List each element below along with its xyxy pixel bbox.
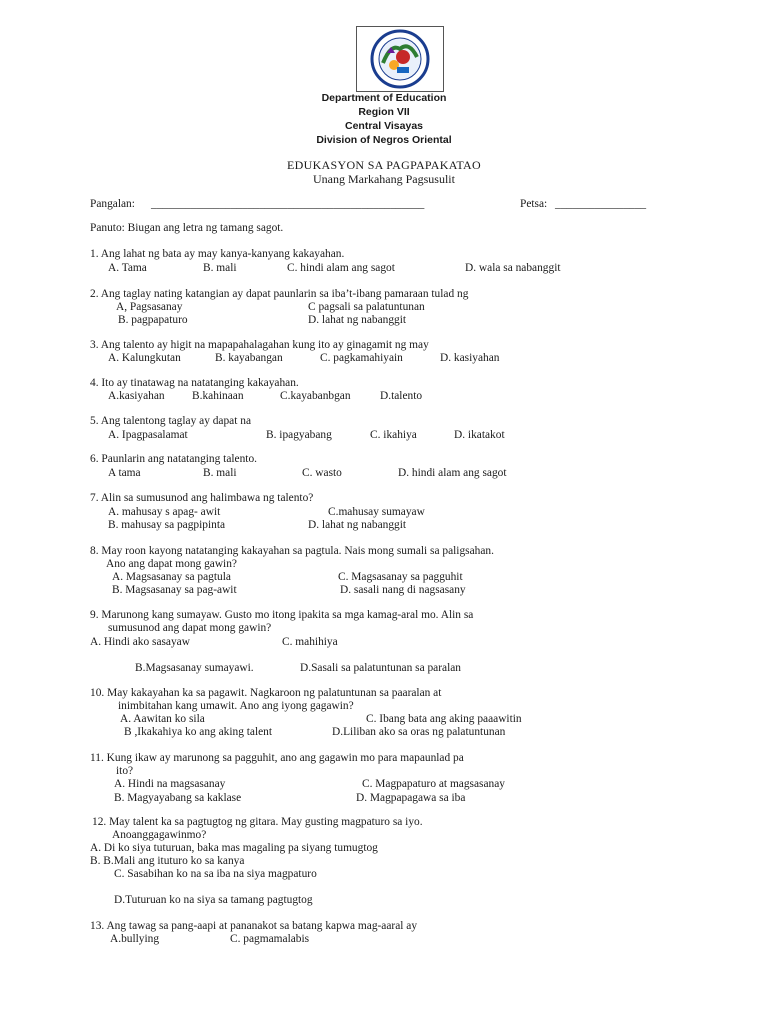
q7-choice-a[interactable]: A. mahusay s apag- awit [108, 506, 221, 518]
date-blank[interactable]: ________________ [555, 198, 647, 210]
header-division: Division of Negros Oriental [316, 134, 452, 146]
question-11-line-2: ito? [116, 765, 134, 777]
question-8-line-2: Ano ang dapat mong gawin? [106, 558, 237, 570]
q3-choice-d[interactable]: D. kasiyahan [440, 352, 500, 364]
q1-choice-c[interactable]: C. hindi alam ang sagot [287, 262, 395, 274]
name-label: Pangalan: [90, 198, 135, 210]
q10-choice-a[interactable]: A. Aawitan ko sila [120, 713, 205, 725]
q5-choice-a[interactable]: A. Ipagpasalamat [108, 429, 188, 441]
question-11: 11. Kung ikaw ay marunong sa pagguhit, ano ang gagawin mo para mapaunlad pa [90, 752, 464, 764]
q1-choice-b[interactable]: B. mali [203, 262, 237, 274]
q9-choice-c[interactable]: C. mahihiya [282, 636, 338, 648]
logo-frame [356, 26, 444, 92]
date-label: Petsa: [520, 198, 548, 210]
header-department: Department of Education [321, 92, 447, 104]
directions: Panuto: Biugan ang letra ng tamang sagot. [90, 222, 284, 234]
q9-choice-a[interactable]: A. Hindi ako sasayaw [90, 636, 190, 648]
q9-choice-b[interactable]: B.Magsasanay sumayawi. [135, 662, 254, 674]
q6-choice-d[interactable]: D. hindi alam ang sagot [398, 467, 507, 479]
q3-choice-c[interactable]: C. pagkamahiyain [320, 352, 403, 364]
q12-choice-c[interactable]: C. Sasabihan ko na sa iba na siya magpaturo [114, 868, 317, 880]
q7-choice-d[interactable]: D. lahat ng nabanggit [308, 519, 407, 531]
q13-choice-c[interactable]: C. pagmamalabis [230, 933, 310, 945]
question-3: 3. Ang talento ay higit na mapapahalagahan kung ito ay ginagamit ng may [90, 339, 429, 351]
question-13: 13. Ang tawag sa pang-aapi at pananakot sa batang kapwa mag-aaral ay [90, 920, 418, 932]
question-8: 8. May roon kayong natatanging kakayahan sa pagtula. Nais mong sumali sa paligsahan. [90, 545, 494, 557]
q5-choice-d[interactable]: D. ikatakot [454, 429, 505, 441]
q8-choice-c[interactable]: C. Magsasanay sa pagguhit [338, 571, 463, 583]
q8-choice-d[interactable]: D. sasali nang di nagsasany [340, 584, 466, 596]
question-12-line-2: Anoanggagawinmo? [112, 829, 207, 841]
q11-choice-a[interactable]: A. Hindi na magsasanay [114, 778, 226, 790]
question-4: 4. Ito ay tinatawag na natatanging kakayahan. [90, 377, 299, 389]
q5-choice-c[interactable]: C. ikahiya [370, 429, 417, 441]
header-region: Region VII [358, 106, 410, 118]
q2-choice-a[interactable]: A, Pagsasanay [116, 301, 183, 313]
q4-choice-a[interactable]: A.kasiyahan [108, 390, 165, 402]
q7-choice-b[interactable]: B. mahusay sa pagpipinta [108, 519, 226, 531]
q1-choice-a[interactable]: A. Tama [108, 262, 147, 274]
q11-choice-d[interactable]: D. Magpapagawa sa iba [356, 792, 466, 804]
q4-choice-b[interactable]: B.kahinaan [192, 390, 244, 402]
deped-seal-logo [357, 27, 443, 91]
q11-choice-b[interactable]: B. Magyayabang sa kaklase [114, 792, 242, 804]
q8-choice-b[interactable]: B. Magsasanay sa pag-awit [112, 584, 237, 596]
q1-choice-d[interactable]: D. wala sa nabanggit [465, 262, 561, 274]
q10-choice-b[interactable]: B ,Ikakahiya ko ang aking talent [124, 726, 273, 738]
q12-choice-a[interactable]: A. Di ko siya tuturuan, baka mas magaling pa siyang tumugtog [90, 842, 378, 854]
question-12: 12. May talent ka sa pagtugtog ng gitara. May gusting magpaturo sa iyo. [92, 816, 423, 828]
q9-choice-d[interactable]: D.Sasali sa palatuntunan sa paralan [300, 662, 461, 674]
q6-choice-a[interactable]: A tama [108, 467, 141, 479]
q13-choice-a[interactable]: A.bullying [110, 933, 160, 945]
exam-title: EDUKASYON SA PAGPAPAKATAO [287, 158, 481, 172]
header-central-visayas: Central Visayas [344, 120, 424, 132]
question-2: 2. Ang taglay nating katangian ay dapat paunlarin sa iba’t-ibang pamaraan tulad ng [90, 288, 469, 300]
q3-choice-b[interactable]: B. kayabangan [215, 352, 283, 364]
question-7: 7. Alin sa sumusunod ang halimbawa ng talento? [90, 492, 314, 504]
q6-choice-b[interactable]: B. mali [203, 467, 237, 479]
q4-choice-d[interactable]: D.talento [380, 390, 423, 402]
q7-choice-c[interactable]: C.mahusay sumayaw [328, 506, 425, 518]
name-blank[interactable]: ________________________________________________ [151, 198, 425, 210]
q8-choice-a[interactable]: A. Magsasanay sa pagtula [112, 571, 231, 583]
question-1: 1. Ang lahat ng bata ay may kanya-kanyang kakayahan. [90, 248, 345, 260]
exam-subtitle: Unang Markahang Pagsusulit [313, 172, 455, 186]
q5-choice-b[interactable]: B. ipagyabang [266, 429, 332, 441]
q10-choice-c[interactable]: C. Ibang bata ang aking paaawitin [366, 713, 522, 725]
q2-choice-c[interactable]: C pagsali sa palatuntunan [308, 301, 425, 313]
q11-choice-c[interactable]: C. Magpapaturo at magsasanay [362, 778, 505, 790]
q12-choice-d[interactable]: D.Tuturuan ko na siya sa tamang pagtugtog [114, 894, 313, 906]
q12-choice-b[interactable]: B. B.Mali ang ituturo ko sa kanya [90, 855, 245, 867]
question-10: 10. May kakayahan ka sa pagawit. Nagkaroon ng palatuntunan sa paaralan at [90, 687, 442, 699]
q2-choice-b[interactable]: B. pagpapaturo [118, 314, 188, 326]
question-9-line-2: sumusunod ang dapat mong gawin? [108, 622, 272, 634]
q4-choice-c[interactable]: C.kayabanbgan [280, 390, 351, 402]
question-9: 9. Marunong kang sumayaw. Gusto mo itong ipakita sa mga kamag-aral mo. Alin sa [90, 609, 474, 621]
q10-choice-d[interactable]: D.Liliban ako sa oras ng palatuntunan [332, 726, 506, 738]
question-10-line-2: inimbitahan kang umawit. Ano ang iyong gagawin? [118, 700, 354, 712]
question-6: 6. Paunlarin ang natatanging talento. [90, 453, 258, 465]
question-5: 5. Ang talentong taglay ay dapat na [90, 415, 252, 427]
q2-choice-d[interactable]: D. lahat ng nabanggit [308, 314, 407, 326]
q3-choice-a[interactable]: A. Kalungkutan [108, 352, 181, 364]
q6-choice-c[interactable]: C. wasto [302, 467, 342, 479]
